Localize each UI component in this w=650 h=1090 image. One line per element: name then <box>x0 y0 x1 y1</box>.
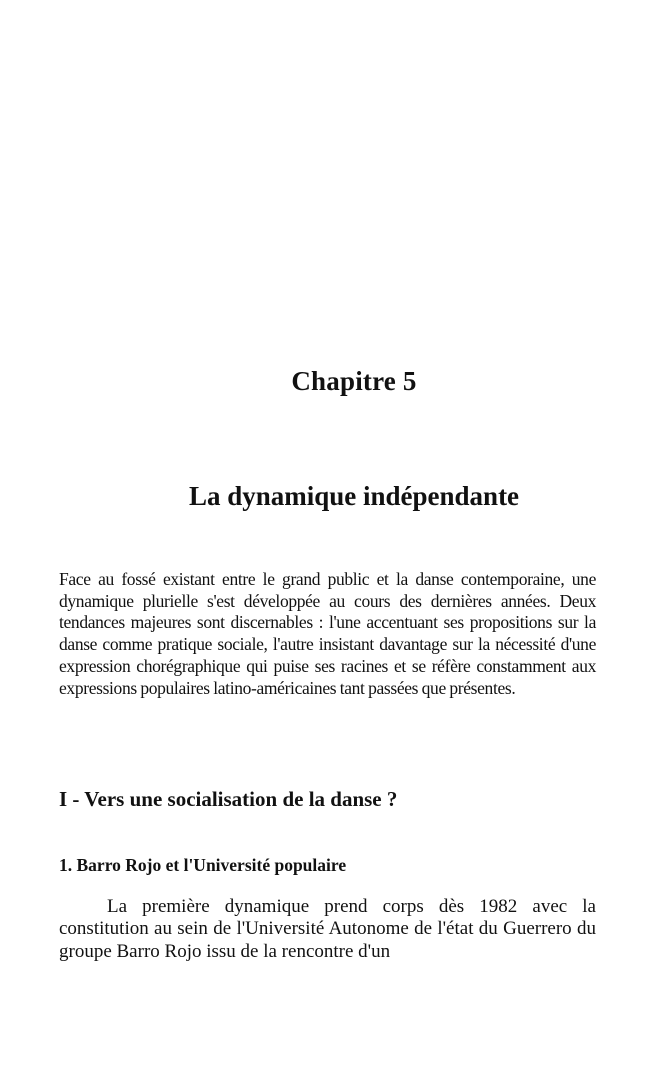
section-heading: I - Vers une socialisation de la danse ? <box>59 787 398 811</box>
chapter-title: La dynamique indépendante <box>188 481 520 512</box>
subsection-heading: 1. Barro Rojo et l'Université populaire <box>59 855 347 875</box>
intro-paragraph: Face au fossé existant entre le grand public et la danse contemporaine, une dynamique plurielle s'est développée au cours des dernières années. Deux tendances majeures sont discernables : l'une accentuant ses propositions sur la danse comme pratique sociale, l'autre insistant davantage sur la nécessité d'une expression chorégraphique qui puise ses racines et se réfère constamment aux expressions populaires latino-américaines tant passées que présentes. <box>59 569 596 698</box>
chapter-number: Chapitre 5 <box>291 366 417 397</box>
body-paragraph: La première dynamique prend corps dès 1982 avec la constitution au sein de l'Université Autonome de l'état du Guerrero du groupe Barro Rojo issu de la rencontre d'un <box>59 896 596 962</box>
